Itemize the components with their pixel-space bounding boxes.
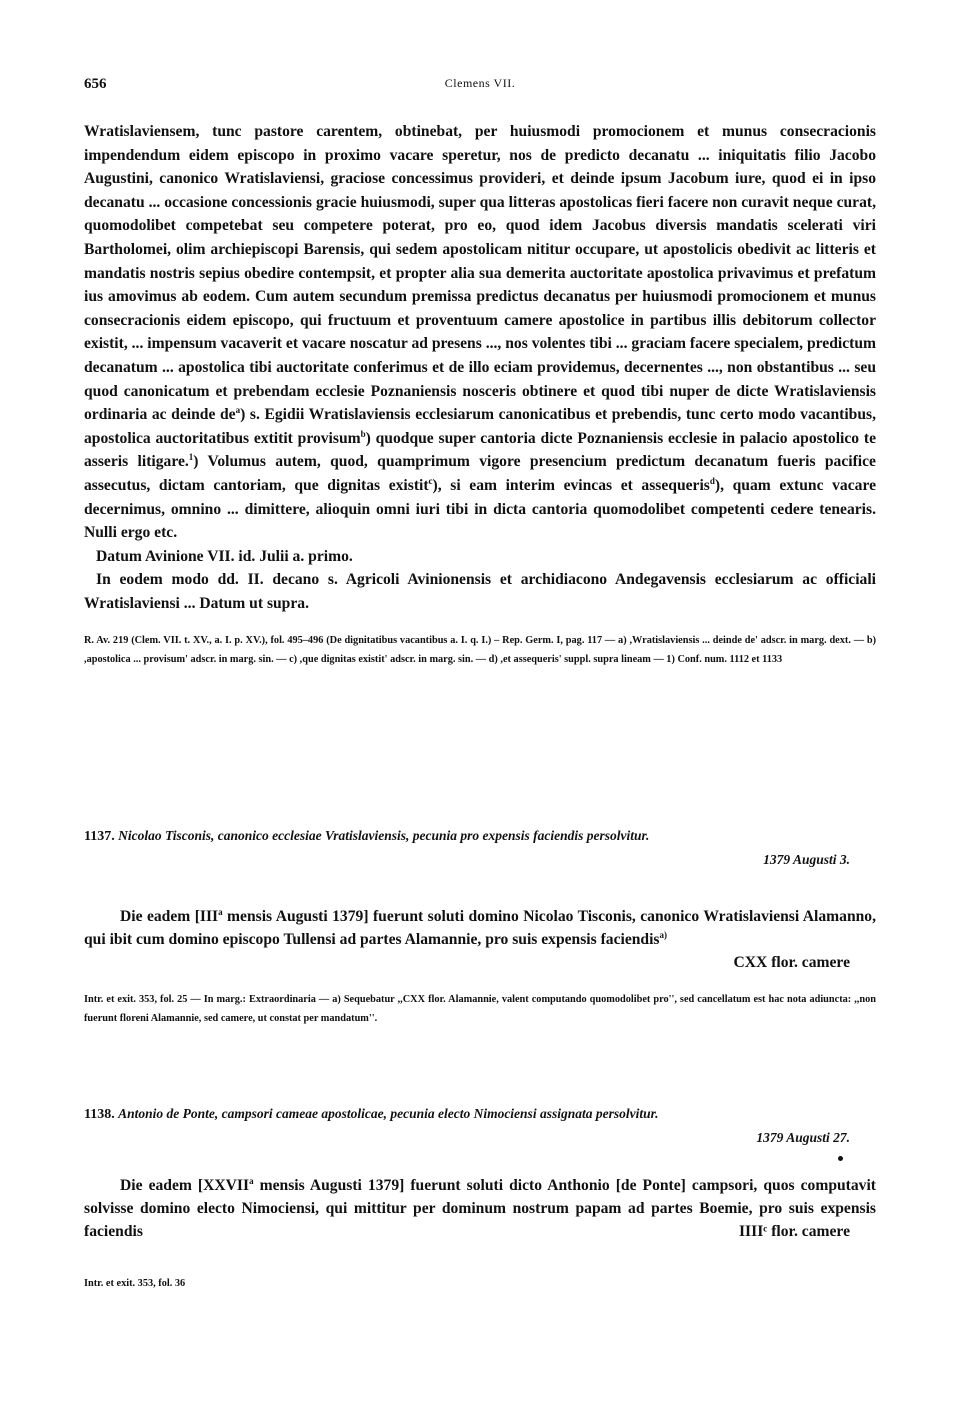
amount: IIIIᶜ flor. camere bbox=[738, 1223, 850, 1240]
entry-title: Antonio de Ponte, campsori cameae apostolicae, pecunia electo Nimociensi assignata persolvitur. bbox=[118, 1106, 659, 1121]
entry-1138-body: Die eadem [XXVII$^a$ mensis Augusti 1379] fuerunt soluti dicto Anthonio [de Ponte] campsori, quos computavit solvisse domino electo Nimociensi, qui mittitur per dominum nostrum papam ad partes Boemie, pro suis expensis faciendis bbox=[84, 1175, 876, 1240]
running-title: Clemens VII. bbox=[444, 76, 516, 90]
entry-number: 1137. bbox=[84, 829, 115, 844]
entry-1137-heading bbox=[84, 828, 876, 845]
entry-title: Nicolao Tisconis, canonico ecclesiae Vratislaviensis, pecunia pro expensis faciendis persolvitur. bbox=[118, 828, 650, 843]
entry-1138-heading bbox=[84, 1106, 876, 1123]
entry-1137-body: Die eadem [III$^a$ mensis Augusti 1379] fuerunt soluti domino Nicolao Tisconis, canonico Wratislaviensi Alamanno, qui ibit cum domino episcopo Tullensi ad partes Alamannie, pro suis expensis faciendis$^{a)}$ bbox=[84, 906, 876, 948]
entry-1138-date: 1379 Augusti 27. bbox=[756, 1130, 850, 1145]
entry-1137-note: Intr. et exit. 353, fol. 25 — In marg.: Extraordinaria — a) Sequebatur ,,CXX flor. Alamannie, valent computando quomodolibet pro'', sed cancellatum est hac nota adiuncta: ,,non fuerunt floreni Alamannie, sed camere, ut constat per mandatum''. bbox=[84, 994, 876, 1024]
entry-1137-date: 1379 Augusti 3. bbox=[763, 852, 850, 867]
running-head bbox=[84, 76, 876, 96]
eodem-line: In eodem modo dd. II. decano s. Agricoli Avinionensis et archidiacono Andegavensis ecclesiarum ac officiali Wratislaviensi ... Datum ut supra. bbox=[84, 571, 876, 612]
entry-number: 1138. bbox=[84, 1107, 115, 1122]
amount: CXX flor. camere bbox=[733, 954, 850, 971]
main-paragraph: Wratislaviensem, tunc pastore carentem, obtinebat, per huiusmodi promocionem et munus consecracionis impendendum eidem episcopo in proximo vacare speretur, nos de predicto decanatu ... iniquitatis filio Jacobo Augustini, canonico Wratislaviensi, graciose concessimus provideri, et deinde ipsum Jacobum iure, quod ei in ipso decanatu ... occasione concessionis gracie huiusmodi, super qua litteras apostolicas fieri facere non curavit neque curat, quomodolibet competebat seu competere poterat, pro eo, quod idem Jacobus diversis mandatis scelerati viri Bartholomei, olim archiepiscopi Barensis, qui sedem apostolicam nititur occupare, ut apostolicis obedivit ac litteris et mandatis nostris sepius obedire contempsit, et propter alia sua demerita auctoritate apostolica privavimus et prefatum ius amovimus ab eodem. Cum autem secundum premissa predictus decanatus per huiusmodi promocionem et munus consecracionis eidem episcopo, qui fructuum et proventuum camere apostolice in partibus illis debitorum collector existit, ... impensum vacaverit et vacare noscatur ad presens ..., nos volentes tibi ... graciam facere specialem, predictum decanatum ... apostolica tibi auctoritate conferimus et de illo eciam providemus, decernentes ..., non obstantibus ... seu quod canonicatum et prebendam ecclesie Poznaniensis nosceris obtinere et quod tibi nuper de dicte Wratislaviensis ordinaria ac deinde $de^a$) s. Egidii Wratislaviensis ecclesiarum canonicatibus et prebendis, tunc certo modo vacantibus, apostolica auctoritatibus extitit provisum$^b$) quodque super cantoria dicte Poznaniensis ecclesie in palacio apostolico te asseris litigare.$^1$) Volumus autem, quod, quamprimum vigore presencium predictum decanatum fueris pacifice assecutus, dictam cantoriam, que dignitas existit$^c$), si eam interim evincas et assequeris$^d$), quam extunc vacare decernimus, omnino ... dimittere, alioquin omni iuri tibi in dicta cantoria quomodolibet competenti cedere tenearis. Nulli ergo etc. bbox=[84, 123, 877, 542]
critical-apparatus: R. Av. 219 (Clem. VII. t. XV., a. I. p. XV.), fol. 495–496 (De dignitatibus vacantibus a. I. q. I.) – Rep. Germ. I, pag. 117 — a) ,Wratislaviensis ... deinde de' adscr. in marg. dext. — b) ,apostolica ... provisum' adscr. in marg. sin. — c) ,que dignitas existit' adscr. in marg. sin. — d) ,et assequeris' suppl. supra lineam — 1) Conf. num. 1112 et 1133 bbox=[84, 635, 876, 666]
datum-line: Datum Avinione VII. id. Julii a. primo. bbox=[96, 547, 353, 565]
main-text bbox=[84, 120, 876, 669]
entry-1138-note: Intr. et exit. 353, fol. 36 bbox=[84, 1278, 186, 1289]
ink-dot bbox=[838, 1156, 843, 1161]
page-number: 656 bbox=[84, 76, 107, 92]
